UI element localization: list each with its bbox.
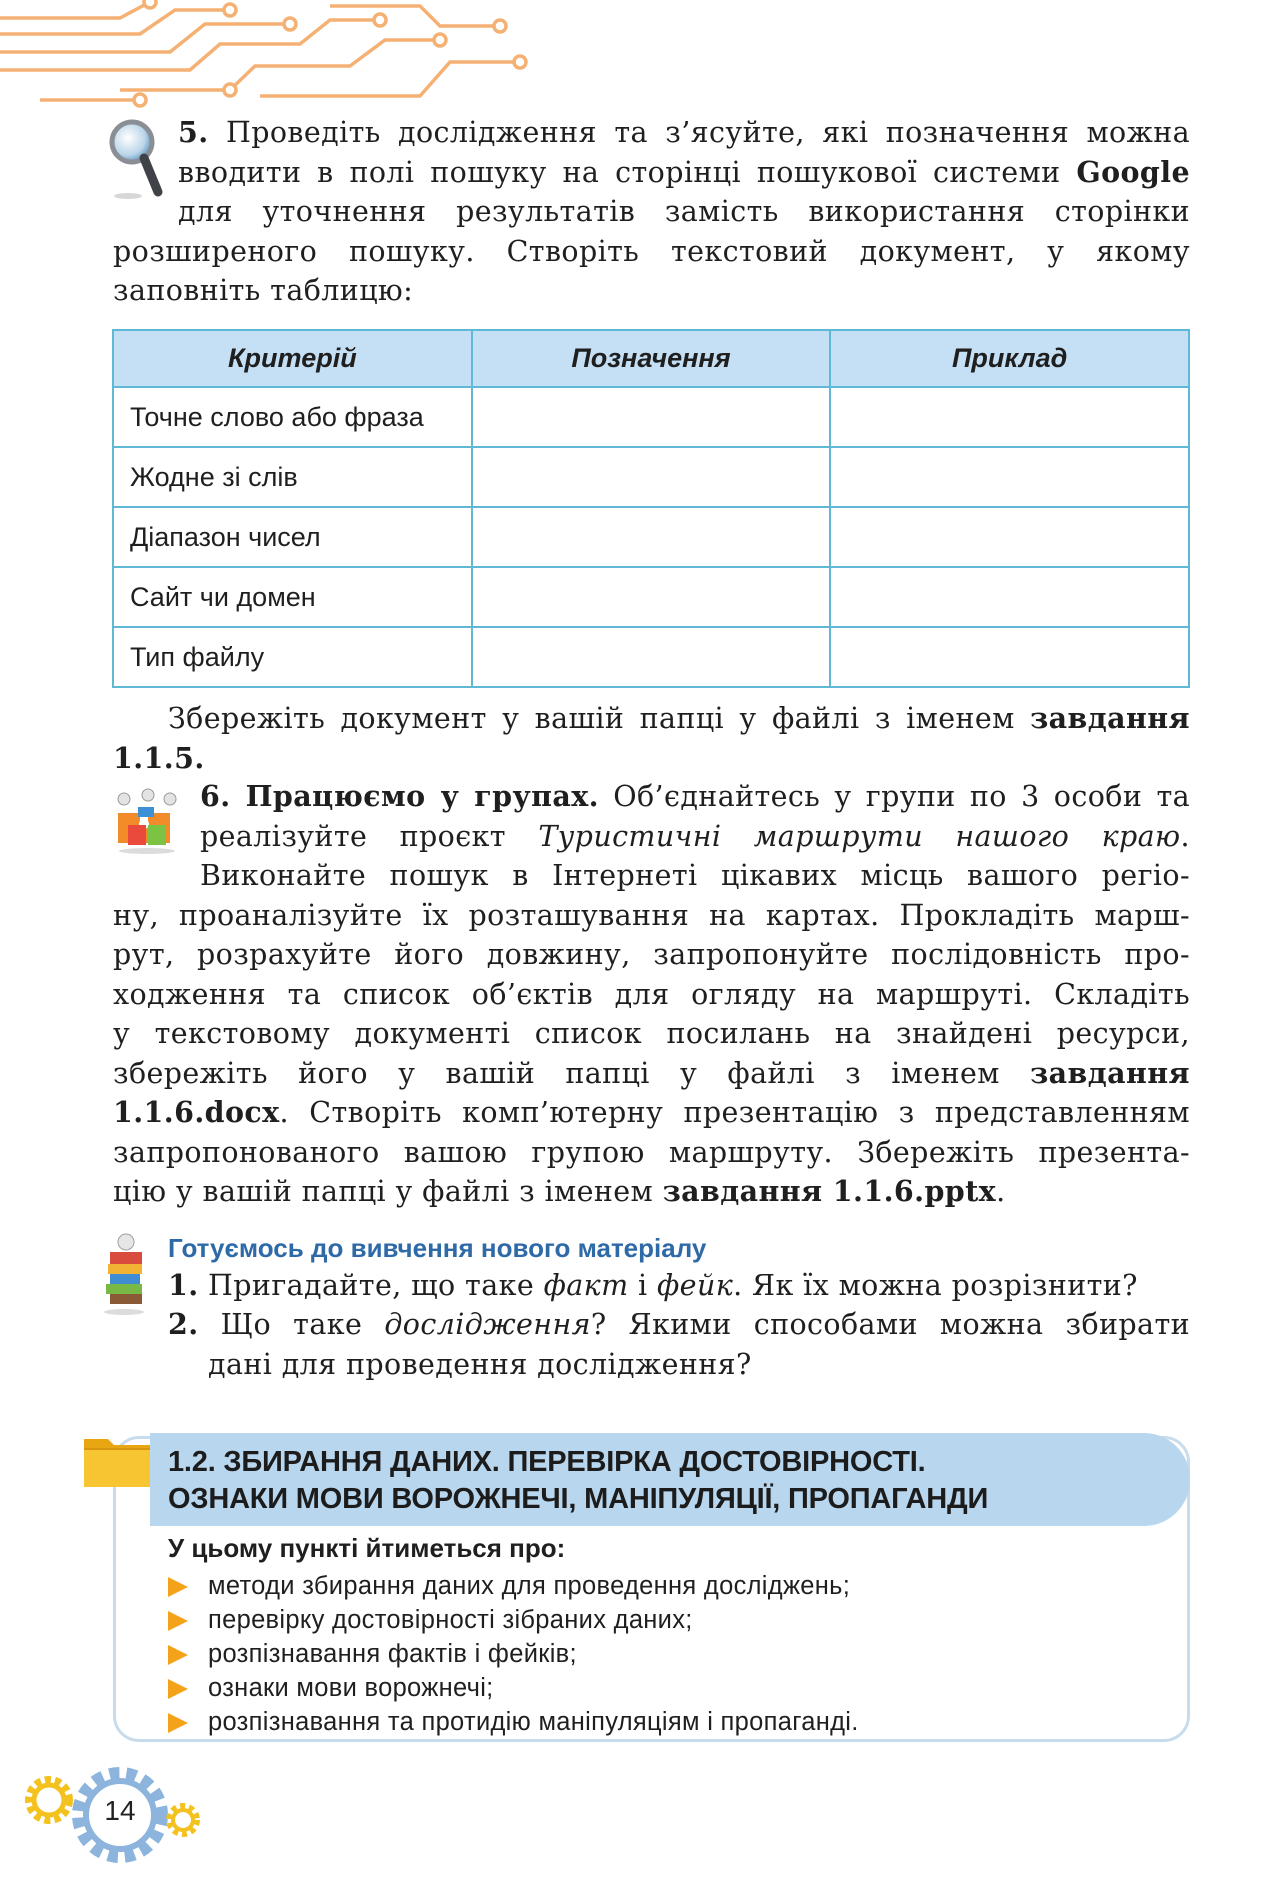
- notation-cell: [472, 627, 831, 687]
- page-number: 14: [104, 1795, 136, 1826]
- prep-question-2: [168, 1305, 1190, 1384]
- q1-text-c: . Як їх можна розрізнити?: [733, 1269, 1138, 1302]
- q1-text-a: Пригадайте, що таке: [208, 1269, 535, 1302]
- task6-line2-post: .: [1180, 819, 1190, 853]
- task6-line2-pre: реалізуйте проєкт: [200, 819, 506, 853]
- section-title: [168, 1444, 988, 1518]
- arrow-bullet-icon: [168, 1713, 188, 1733]
- section-title-line1: 1.2. ЗБИРАННЯ ДАНИХ. ПЕРЕВІРКА ДОСТОВІРНОСТІ.: [168, 1446, 926, 1478]
- task6-docx: 1.1.6.docx: [113, 1095, 280, 1129]
- notation-cell: [472, 387, 831, 447]
- criteria-table: [112, 329, 1190, 688]
- task6-line8-bold: завдання: [1030, 1055, 1190, 1090]
- task6-line11: цію у вашій папці у файлі з іменем: [113, 1175, 654, 1208]
- circuit-decoration: [0, 0, 600, 110]
- criterion-cell: Тип файлу: [113, 627, 472, 687]
- table-row: [113, 627, 1189, 687]
- save5-bold2: 1.1.5.: [113, 740, 205, 775]
- task6-paragraph: [113, 777, 1190, 1212]
- q2-text-b: ? Якими способами можна збирати: [590, 1308, 1191, 1341]
- example-cell: [830, 447, 1189, 507]
- task6-line10: запропонованого вашою групою маршруту. Збережіть презента-: [113, 1135, 1190, 1169]
- task5-paragraph: [113, 113, 1190, 311]
- example-cell: [830, 567, 1189, 627]
- task5-line5: заповніть таблицю:: [113, 274, 414, 307]
- task6-project-name: Туристичні маршрути нашого краю: [538, 819, 1181, 853]
- task6-line8: збережіть його у вашій папці у файлі з іменем: [113, 1056, 1000, 1090]
- task6-line1: Об’єднайтесь у групи по 3 особи та: [613, 780, 1190, 813]
- q1-fake: фейк: [656, 1269, 734, 1302]
- criterion-cell: Точне слово або фраза: [113, 387, 472, 447]
- topic-text: розпізнавання та протидію маніпуляціям і пропаганді.: [208, 1708, 859, 1736]
- task5-line4: розширеного пошуку. Створіть текстовий документ, у якому: [113, 234, 1190, 268]
- example-cell: [830, 387, 1189, 447]
- list-item: [168, 1705, 859, 1739]
- task5-line2: вводити в полі пошуку на сторінці пошукової системи: [178, 155, 1061, 189]
- q1-text-b: і: [637, 1269, 648, 1302]
- notation-cell: [472, 567, 831, 627]
- topic-text: ознаки мови ворожнечі;: [208, 1674, 494, 1702]
- task5-number: 5.: [178, 115, 209, 149]
- notation-cell: [472, 447, 831, 507]
- arrow-bullet-icon: [168, 1679, 188, 1699]
- task6-title: 6. Працюємо у групах.: [200, 779, 599, 813]
- task5-line1: Проведіть дослідження та з’ясуйте, які позначення можна: [225, 116, 1190, 149]
- task6-line4: ну, проаналізуйте їх розташування на картах. Прокладіть марш-: [113, 898, 1190, 932]
- list-item: [168, 1569, 859, 1603]
- criterion-cell: Сайт чи домен: [113, 567, 472, 627]
- arrow-bullet-icon: [168, 1645, 188, 1665]
- notation-cell: [472, 507, 831, 567]
- folder-icon: [82, 1433, 154, 1491]
- topic-text: розпізнавання фактів і фейків;: [208, 1640, 577, 1668]
- q2-research: дослідження: [384, 1308, 591, 1341]
- task6-line3: Виконайте пошук в Інтернеті цікавих місць вашого регіо-: [200, 859, 1190, 892]
- task6-line9: . Створіть комп’ютерну презентацію з представленням: [279, 1096, 1190, 1129]
- header-criterion: Критерій: [113, 330, 472, 387]
- topic-text: перевірку достовірності зібраних даних;: [208, 1606, 693, 1634]
- save5-bold1: завдання: [1030, 701, 1190, 735]
- arrow-bullet-icon: [168, 1577, 188, 1597]
- save5-text: Збережіть документ у вашій папці у файлі з іменем: [168, 702, 1015, 735]
- table-row: [113, 387, 1189, 447]
- list-item: [168, 1637, 859, 1671]
- header-notation: Позначення: [472, 330, 831, 387]
- table-header-row: [113, 330, 1189, 387]
- section-title-line2: ОЗНАКИ МОВИ ВОРОЖНЕЧІ, МАНІПУЛЯЦІЇ, ПРОПАГАНДИ: [168, 1483, 989, 1515]
- header-example: Приклад: [830, 330, 1189, 387]
- q1-number: 1.: [168, 1268, 199, 1302]
- topics-lead: У цьому пункті йтиметься про:: [168, 1533, 566, 1563]
- q2-number: 2.: [168, 1307, 199, 1341]
- example-cell: [830, 627, 1189, 687]
- task6-line5: рут, розрахуйте його довжину, запропонуйте послідовність про-: [113, 938, 1190, 971]
- topic-text: методи збирання даних для проведення досліджень;: [208, 1572, 851, 1600]
- topics-list: [168, 1569, 859, 1739]
- prep-question-1: [168, 1266, 1190, 1306]
- criterion-cell: Діапазон чисел: [113, 507, 472, 567]
- task6-line7: у текстовому документі список посилань на знайдені ресурси,: [113, 1017, 1190, 1050]
- q1-fact: факт: [543, 1269, 629, 1302]
- task6-line6: ходження та список об’єктів для огляду на маршруті. Складіть: [113, 977, 1190, 1011]
- prep-heading: Готуємось до вивчення нового матеріалу: [168, 1233, 707, 1263]
- task6-line11-post: .: [996, 1175, 1006, 1208]
- save5-paragraph: [113, 699, 1190, 778]
- table-row: [113, 447, 1189, 507]
- criterion-cell: Жодне зі слів: [113, 447, 472, 507]
- example-cell: [830, 507, 1189, 567]
- task5-line3: для уточнення результатів замість використання сторінки: [178, 195, 1190, 228]
- table-row: [113, 507, 1189, 567]
- list-item: [168, 1671, 859, 1705]
- arrow-bullet-icon: [168, 1611, 188, 1631]
- reading-person-icon: [98, 1232, 150, 1316]
- task6-pptx: завдання 1.1.6.pptx: [662, 1174, 997, 1208]
- q2-text-a: Що таке: [220, 1308, 363, 1341]
- task5-google: Google: [1076, 154, 1190, 189]
- list-item: [168, 1603, 859, 1637]
- table-row: [113, 567, 1189, 627]
- q2-line2: дані для проведення дослідження?: [208, 1347, 752, 1381]
